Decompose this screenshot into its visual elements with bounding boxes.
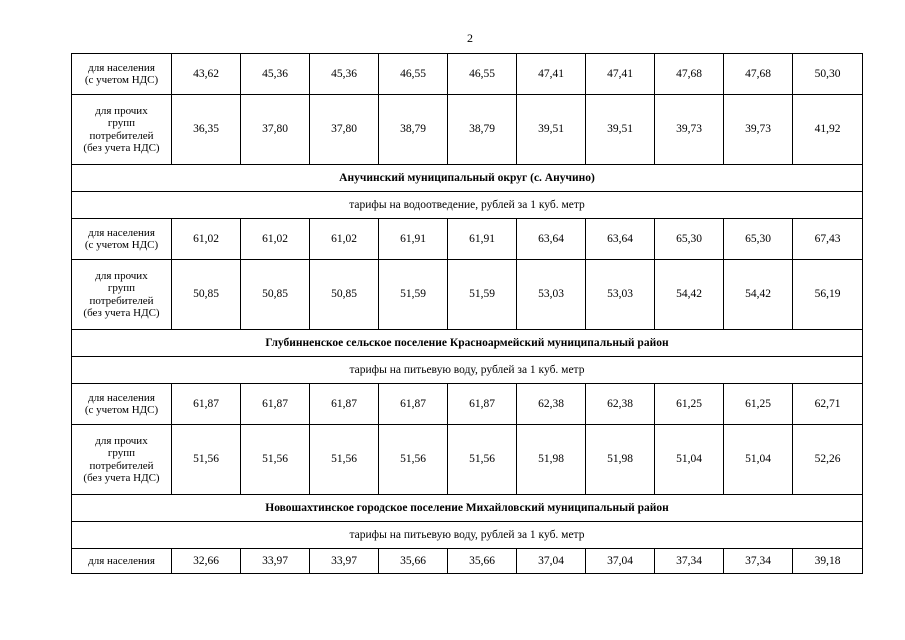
tariff-value-cell: 51,56 (379, 425, 448, 495)
row-label-line: для населения (88, 554, 155, 567)
tariff-value-cell: 47,41 (586, 54, 655, 95)
section-subheading: тарифы на водоотведение, рублей за 1 куб. метр (72, 192, 863, 219)
tariff-value-cell: 61,02 (310, 219, 379, 260)
tariff-value-cell: 51,04 (655, 425, 724, 495)
row-label (72, 219, 172, 260)
row-label-line: групп (107, 447, 136, 459)
tariff-value-cell: 51,59 (379, 260, 448, 330)
section-subheading-row (72, 522, 863, 549)
tariff-value-cell: 52,26 (793, 425, 863, 495)
tariff-value-cell: 39,51 (586, 95, 655, 165)
page-number: 2 (467, 31, 473, 45)
tariff-value-cell: 50,85 (310, 260, 379, 330)
tariff-value-cell: 63,64 (517, 219, 586, 260)
tariff-value-cell: 47,68 (655, 54, 724, 95)
tariff-value-cell: 36,35 (172, 95, 241, 165)
tariff-value-cell: 50,30 (793, 54, 863, 95)
tariff-value-cell: 37,80 (310, 95, 379, 165)
row-label (72, 54, 172, 95)
table-row (72, 425, 863, 495)
tariff-value-cell: 61,87 (448, 384, 517, 425)
row-label-line: потребителей (89, 459, 154, 472)
tariff-value-cell: 43,62 (172, 54, 241, 95)
tariff-value-cell: 39,18 (793, 549, 863, 574)
tariff-value-cell: 46,55 (379, 54, 448, 95)
tariff-value-cell: 61,02 (172, 219, 241, 260)
section-subheading: тарифы на питьевую воду, рублей за 1 куб. метр (72, 357, 863, 384)
tariff-value-cell: 51,56 (172, 425, 241, 495)
tariff-value-cell: 56,19 (793, 260, 863, 330)
row-label-line: (без учета НДС) (83, 307, 160, 319)
tariff-table (71, 53, 863, 574)
tariff-value-cell: 61,87 (310, 384, 379, 425)
tariff-value-cell: 37,34 (724, 549, 793, 574)
row-label-line: для прочих (95, 269, 148, 282)
section-heading: Новошахтинское городское поселение Михайловский муниципальный район (72, 495, 863, 522)
tariff-value-cell: 61,91 (448, 219, 517, 260)
tariff-value-cell: 51,98 (586, 425, 655, 495)
tariff-value-cell: 51,56 (310, 425, 379, 495)
tariff-value-cell: 61,87 (241, 384, 310, 425)
section-heading: Анучинский муниципальный округ (с. Анучино) (72, 165, 863, 192)
row-label-line: (с учетом НДС) (84, 239, 159, 251)
table-row (72, 260, 863, 330)
tariff-value-cell: 45,36 (310, 54, 379, 95)
section-heading-row (72, 165, 863, 192)
tariff-value-cell: 50,85 (172, 260, 241, 330)
tariff-value-cell: 37,04 (517, 549, 586, 574)
row-label-line: для населения (88, 226, 155, 239)
tariff-value-cell: 32,66 (172, 549, 241, 574)
tariff-value-cell: 35,66 (448, 549, 517, 574)
tariff-value-cell: 53,03 (517, 260, 586, 330)
row-label (72, 425, 172, 495)
tariff-value-cell: 47,41 (517, 54, 586, 95)
tariff-value-cell: 45,36 (241, 54, 310, 95)
row-label-line: для прочих (95, 104, 148, 117)
row-label (72, 95, 172, 165)
tariff-value-cell: 65,30 (655, 219, 724, 260)
tariff-value-cell: 50,85 (241, 260, 310, 330)
section-heading: Глубинненское сельское поселение Красноармейский муниципальный район (72, 330, 863, 357)
tariff-value-cell: 51,56 (448, 425, 517, 495)
row-label-line: (без учета НДС) (83, 472, 160, 484)
tariff-value-cell: 53,03 (586, 260, 655, 330)
row-label-line: для населения (88, 391, 155, 404)
tariff-value-cell: 39,73 (724, 95, 793, 165)
tariff-value-cell: 61,87 (379, 384, 448, 425)
tariff-value-cell: 61,25 (655, 384, 724, 425)
tariff-value-cell: 38,79 (379, 95, 448, 165)
section-subheading-row (72, 192, 863, 219)
tariff-value-cell: 37,04 (586, 549, 655, 574)
tariff-value-cell: 33,97 (310, 549, 379, 574)
tariff-value-cell: 67,43 (793, 219, 863, 260)
row-label-line: (без учета НДС) (83, 142, 160, 154)
tariff-value-cell: 46,55 (448, 54, 517, 95)
section-subheading-row (72, 357, 863, 384)
row-label-line: потребителей (89, 294, 154, 307)
tariff-value-cell: 63,64 (586, 219, 655, 260)
tariff-value-cell: 54,42 (655, 260, 724, 330)
tariff-value-cell: 62,38 (586, 384, 655, 425)
table-row (72, 384, 863, 425)
row-label (72, 260, 172, 330)
table-row (72, 95, 863, 165)
row-label-line: потребителей (89, 129, 154, 142)
row-label-line: групп (107, 282, 136, 294)
row-label (72, 549, 172, 574)
row-label-line: групп (107, 117, 136, 129)
row-label-line: для населения (88, 61, 155, 74)
table-row (72, 549, 863, 574)
section-heading-row (72, 495, 863, 522)
tariff-value-cell: 47,68 (724, 54, 793, 95)
tariff-value-cell: 38,79 (448, 95, 517, 165)
tariff-value-cell: 37,34 (655, 549, 724, 574)
section-subheading: тарифы на питьевую воду, рублей за 1 куб. метр (72, 522, 863, 549)
row-label-line: (с учетом НДС) (84, 74, 159, 86)
tariff-value-cell: 33,97 (241, 549, 310, 574)
tariff-value-cell: 51,98 (517, 425, 586, 495)
tariff-value-cell: 41,92 (793, 95, 863, 165)
tariff-value-cell: 51,56 (241, 425, 310, 495)
tariff-value-cell: 39,73 (655, 95, 724, 165)
tariff-value-cell: 62,38 (517, 384, 586, 425)
tariff-value-cell: 61,25 (724, 384, 793, 425)
tariff-value-cell: 61,02 (241, 219, 310, 260)
tariff-value-cell: 54,42 (724, 260, 793, 330)
tariff-value-cell: 39,51 (517, 95, 586, 165)
tariff-value-cell: 51,04 (724, 425, 793, 495)
tariff-value-cell: 35,66 (379, 549, 448, 574)
tariff-value-cell: 51,59 (448, 260, 517, 330)
tariff-value-cell: 62,71 (793, 384, 863, 425)
tariff-value-cell: 61,87 (172, 384, 241, 425)
table-row (72, 54, 863, 95)
tariff-value-cell: 65,30 (724, 219, 793, 260)
tariff-value-cell: 37,80 (241, 95, 310, 165)
row-label-line: для прочих (95, 434, 148, 447)
row-label (72, 384, 172, 425)
section-heading-row (72, 330, 863, 357)
tariff-value-cell: 61,91 (379, 219, 448, 260)
table-row (72, 219, 863, 260)
row-label-line: (с учетом НДС) (84, 404, 159, 416)
